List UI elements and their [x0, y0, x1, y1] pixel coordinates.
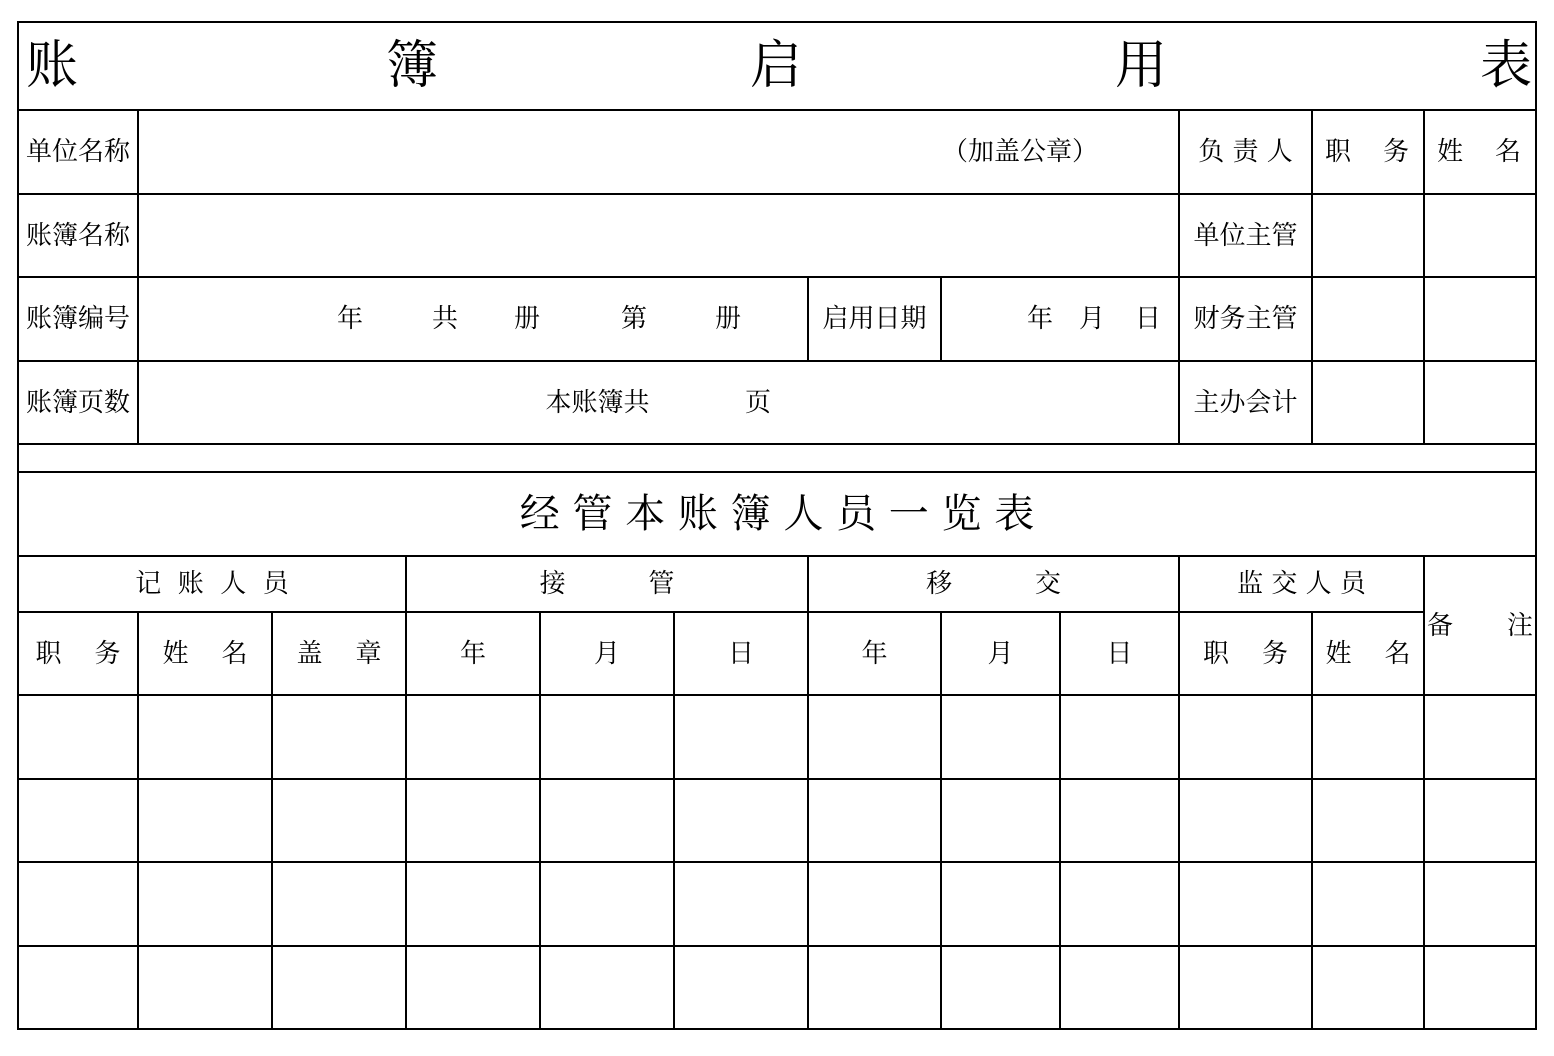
title-char: 启: [749, 36, 802, 96]
title-char: 簿: [385, 36, 438, 96]
chief-accountant-label: 主办会计: [1193, 387, 1298, 418]
supervisor-group-header: 监 交 人 员: [1237, 569, 1366, 599]
rule: [18, 443, 1537, 445]
border-right: [1535, 21, 1537, 1030]
finance-supervisor-label: 财务主管: [1193, 304, 1298, 334]
remarks-header-char: 备: [1427, 610, 1454, 641]
responsible-header: 负 责 人: [1198, 137, 1293, 167]
position-header: [1319, 111, 1415, 193]
supervisor-position-header: 职 务: [1202, 638, 1289, 669]
start-date-month: 月: [1078, 304, 1105, 334]
unit-supervisor-label: 单位主管: [1193, 220, 1298, 251]
unit-name-label: 单位名称: [25, 137, 130, 167]
handover-day-header: 日: [1106, 638, 1133, 669]
rule: [940, 276, 942, 362]
seal-note: （加盖公章）: [941, 137, 1098, 167]
book-number-label: 账簿编号: [25, 304, 130, 334]
title-char: 用: [1114, 36, 1167, 96]
start-date-year: 年: [1026, 304, 1053, 334]
handover-group-header: 移 交: [926, 569, 1061, 599]
book-number-volume: 册: [714, 304, 741, 334]
page-count-label: 账簿页数: [25, 387, 130, 418]
book-number-volume: 册: [513, 304, 540, 334]
border-bottom: [18, 1028, 1537, 1030]
table-row[interactable]: [19, 947, 1535, 1028]
takeover-year-header: 年: [459, 638, 486, 669]
table-row[interactable]: [19, 863, 1535, 945]
rule: [1423, 109, 1425, 445]
name-header: [1431, 111, 1527, 193]
bookkeeper-group-header: 记 账 人 员: [135, 569, 289, 599]
bookkeeper-seal-header: 盖 章: [296, 638, 382, 669]
takeover-day-header: 日: [727, 638, 754, 669]
remarks-header-char: 注: [1506, 610, 1533, 641]
staff-table-title: 经 管 本 账 簿 人 员 一 览 表: [519, 491, 1035, 537]
book-number-year: 年: [336, 304, 363, 334]
name-header-char: 名: [1494, 137, 1521, 167]
rule: [1311, 109, 1313, 445]
book-name-label: 账簿名称: [25, 220, 130, 251]
title-char: 账: [25, 36, 78, 96]
table-row[interactable]: [19, 696, 1535, 778]
bookkeeper-name-header: 姓 名: [162, 638, 248, 669]
position-header-char: 职: [1325, 137, 1352, 167]
position-header-char: 务: [1382, 137, 1409, 167]
takeover-month-header: 月: [593, 638, 620, 669]
page-count-prefix: 本账簿共: [545, 387, 650, 418]
supervisor-name-header: 姓 名: [1325, 638, 1411, 669]
book-name-field[interactable]: [139, 195, 1178, 276]
start-date-day: 日: [1134, 304, 1161, 334]
handover-year-header: 年: [861, 638, 888, 669]
book-number-ordinal: 第: [620, 304, 647, 334]
remarks-header: [1425, 557, 1535, 694]
handover-month-header: 月: [987, 638, 1014, 669]
table-row[interactable]: [19, 780, 1535, 861]
name-header-char: 姓: [1437, 137, 1464, 167]
page-count-suffix: 页: [744, 387, 771, 418]
book-number-total: 共: [431, 304, 458, 334]
start-date-label: 启用日期: [822, 304, 927, 334]
takeover-group-header: 接 管: [539, 569, 675, 599]
title-char: 表: [1479, 36, 1532, 96]
bookkeeper-position-header: 职 务: [35, 638, 121, 669]
